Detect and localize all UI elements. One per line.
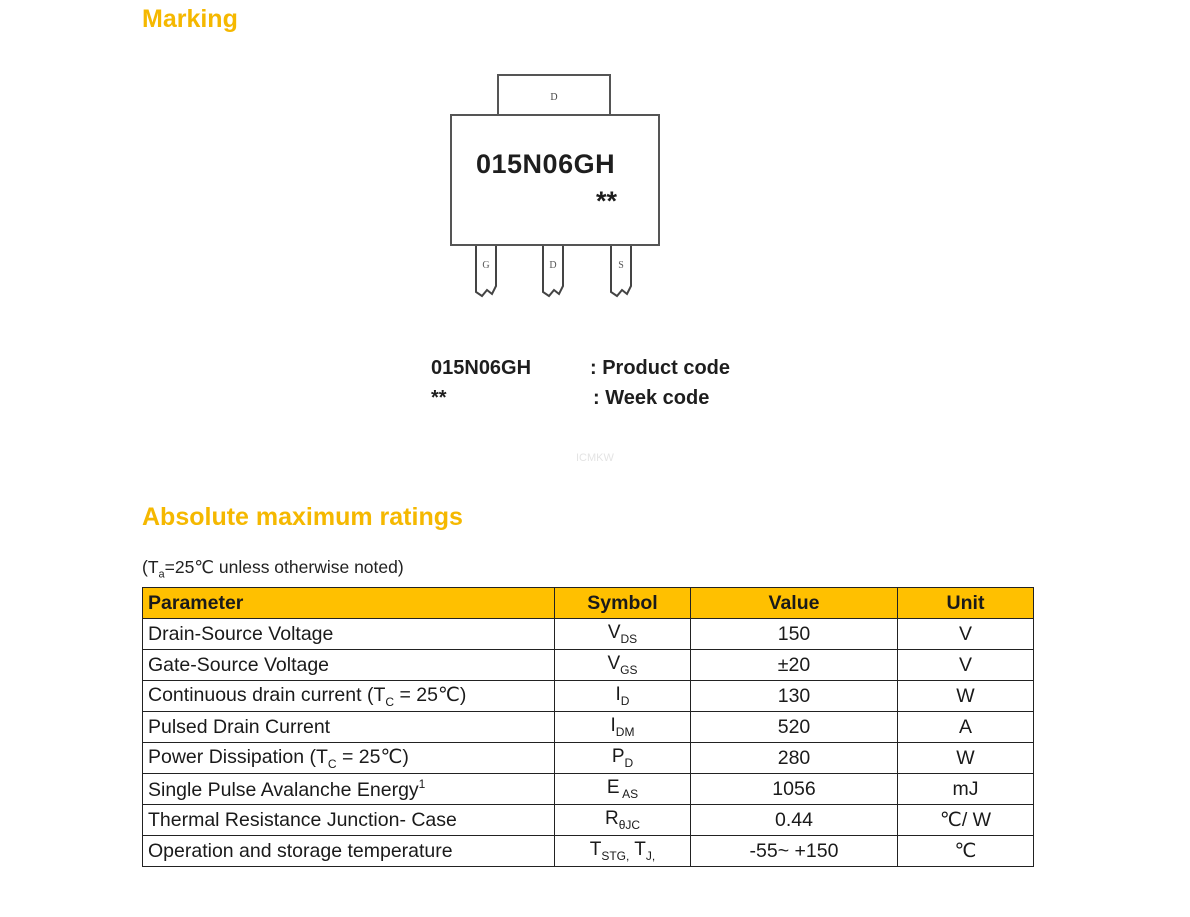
cell-unit: W xyxy=(898,743,1034,774)
pin-source-label: S xyxy=(618,260,624,271)
cell-unit: V xyxy=(898,650,1034,681)
package-product-code: 015N06GH xyxy=(476,149,616,179)
pin-drain xyxy=(541,246,565,298)
symbol-base: V xyxy=(607,653,621,674)
symbol-subscript: θJC xyxy=(618,818,641,832)
symbol-subscript: DS xyxy=(620,632,638,646)
cell-symbol xyxy=(555,712,691,743)
cell-value: 0.44 xyxy=(691,805,898,836)
legend-product-value: : Product code xyxy=(590,357,731,379)
col-header-symbol: Symbol xyxy=(555,588,691,619)
marking-heading: Marking xyxy=(142,5,238,33)
symbol-base: I xyxy=(610,715,616,736)
param-tail: = 25℃) xyxy=(336,746,409,768)
cell-symbol xyxy=(555,836,691,867)
param-text: Continuous drain current (T xyxy=(148,684,386,706)
symbol-base: I xyxy=(615,684,621,705)
table-row xyxy=(143,836,1034,867)
pin-gate xyxy=(474,246,498,298)
cell-value: 280 xyxy=(691,743,898,774)
pin-gate-label: G xyxy=(482,260,490,271)
param-footnote: 1 xyxy=(418,776,426,791)
symbol-subscript-2: J, xyxy=(645,849,656,863)
cell-symbol xyxy=(555,805,691,836)
legend-week-key: ** xyxy=(431,387,447,409)
cell-symbol xyxy=(555,774,691,805)
symbol-subscript: DM xyxy=(615,725,635,739)
cell-symbol xyxy=(555,681,691,712)
cell-unit: A xyxy=(898,712,1034,743)
ratings-heading: Absolute maximum ratings xyxy=(142,503,463,531)
table-body xyxy=(143,619,1034,867)
param-text: Thermal Resistance Junction- Case xyxy=(148,808,457,831)
note-prefix: (T xyxy=(142,557,159,577)
param-tail: = 25℃) xyxy=(394,684,467,706)
cell-value: -55~ +150 xyxy=(691,836,898,867)
package-tab xyxy=(497,74,611,114)
cell-value: 150 xyxy=(691,619,898,650)
cell-parameter xyxy=(143,619,555,650)
ratings-table xyxy=(142,587,1034,867)
table-header-row xyxy=(143,588,1034,619)
param-text: Power Dissipation (T xyxy=(148,746,328,768)
symbol-subscript: D xyxy=(620,694,630,708)
cell-value: 520 xyxy=(691,712,898,743)
cell-symbol xyxy=(555,619,691,650)
param-subscript: C xyxy=(385,695,395,709)
symbol-subscript: STG, xyxy=(601,849,630,863)
package-week-code: ** xyxy=(596,186,618,216)
cell-symbol xyxy=(555,743,691,774)
table-row xyxy=(143,681,1034,712)
cell-parameter xyxy=(143,712,555,743)
cell-unit: W xyxy=(898,681,1034,712)
table-row xyxy=(143,712,1034,743)
table-row xyxy=(143,774,1034,805)
cell-parameter xyxy=(143,774,555,805)
note-sub: a xyxy=(158,568,165,581)
symbol-base-2: T xyxy=(629,839,646,860)
cell-value: 1056 xyxy=(691,774,898,805)
table-row xyxy=(143,650,1034,681)
package-body xyxy=(450,114,660,246)
table-row xyxy=(143,805,1034,836)
param-subscript: C xyxy=(327,757,337,771)
tab-pin-label: D xyxy=(550,92,558,103)
cell-parameter xyxy=(143,805,555,836)
cell-unit: V xyxy=(898,619,1034,650)
col-header-unit: Unit xyxy=(898,588,1034,619)
symbol-base: P xyxy=(611,746,625,767)
symbol-base: R xyxy=(604,808,619,829)
cell-value: 130 xyxy=(691,681,898,712)
cell-parameter xyxy=(143,650,555,681)
legend-product-key: 015N06GH xyxy=(431,357,532,379)
param-text: Drain-Source Voltage xyxy=(148,622,334,645)
table-row xyxy=(143,619,1034,650)
legend-week-value: : Week code xyxy=(593,387,710,409)
pin-source xyxy=(609,246,633,298)
symbol-subscript: D xyxy=(624,756,634,770)
symbol-base: E xyxy=(606,777,620,798)
table-row xyxy=(143,743,1034,774)
watermark: ICMKW xyxy=(576,452,614,464)
cell-parameter xyxy=(143,743,555,774)
cell-parameter xyxy=(143,681,555,712)
col-header-value: Value xyxy=(691,588,898,619)
symbol-base: T xyxy=(589,839,602,860)
symbol-subscript: AS xyxy=(619,787,639,801)
param-text: Pulsed Drain Current xyxy=(148,715,331,738)
param-text: Gate-Source Voltage xyxy=(148,653,330,676)
cell-unit: mJ xyxy=(898,774,1034,805)
cell-value: ±20 xyxy=(691,650,898,681)
ratings-note xyxy=(142,557,404,581)
param-text: Operation and storage temperature xyxy=(148,839,453,862)
param-text: Single Pulse Avalanche Energy xyxy=(148,778,419,801)
symbol-base: V xyxy=(607,622,621,643)
cell-symbol xyxy=(555,650,691,681)
symbol-subscript: GS xyxy=(620,663,638,677)
col-header-parameter: Parameter xyxy=(143,588,555,619)
cell-unit: ℃/ W xyxy=(898,805,1034,836)
note-suffix: =25℃ unless otherwise noted) xyxy=(164,557,404,577)
cell-parameter xyxy=(143,836,555,867)
cell-unit: ℃ xyxy=(898,836,1034,867)
pin-drain-label: D xyxy=(549,260,557,271)
